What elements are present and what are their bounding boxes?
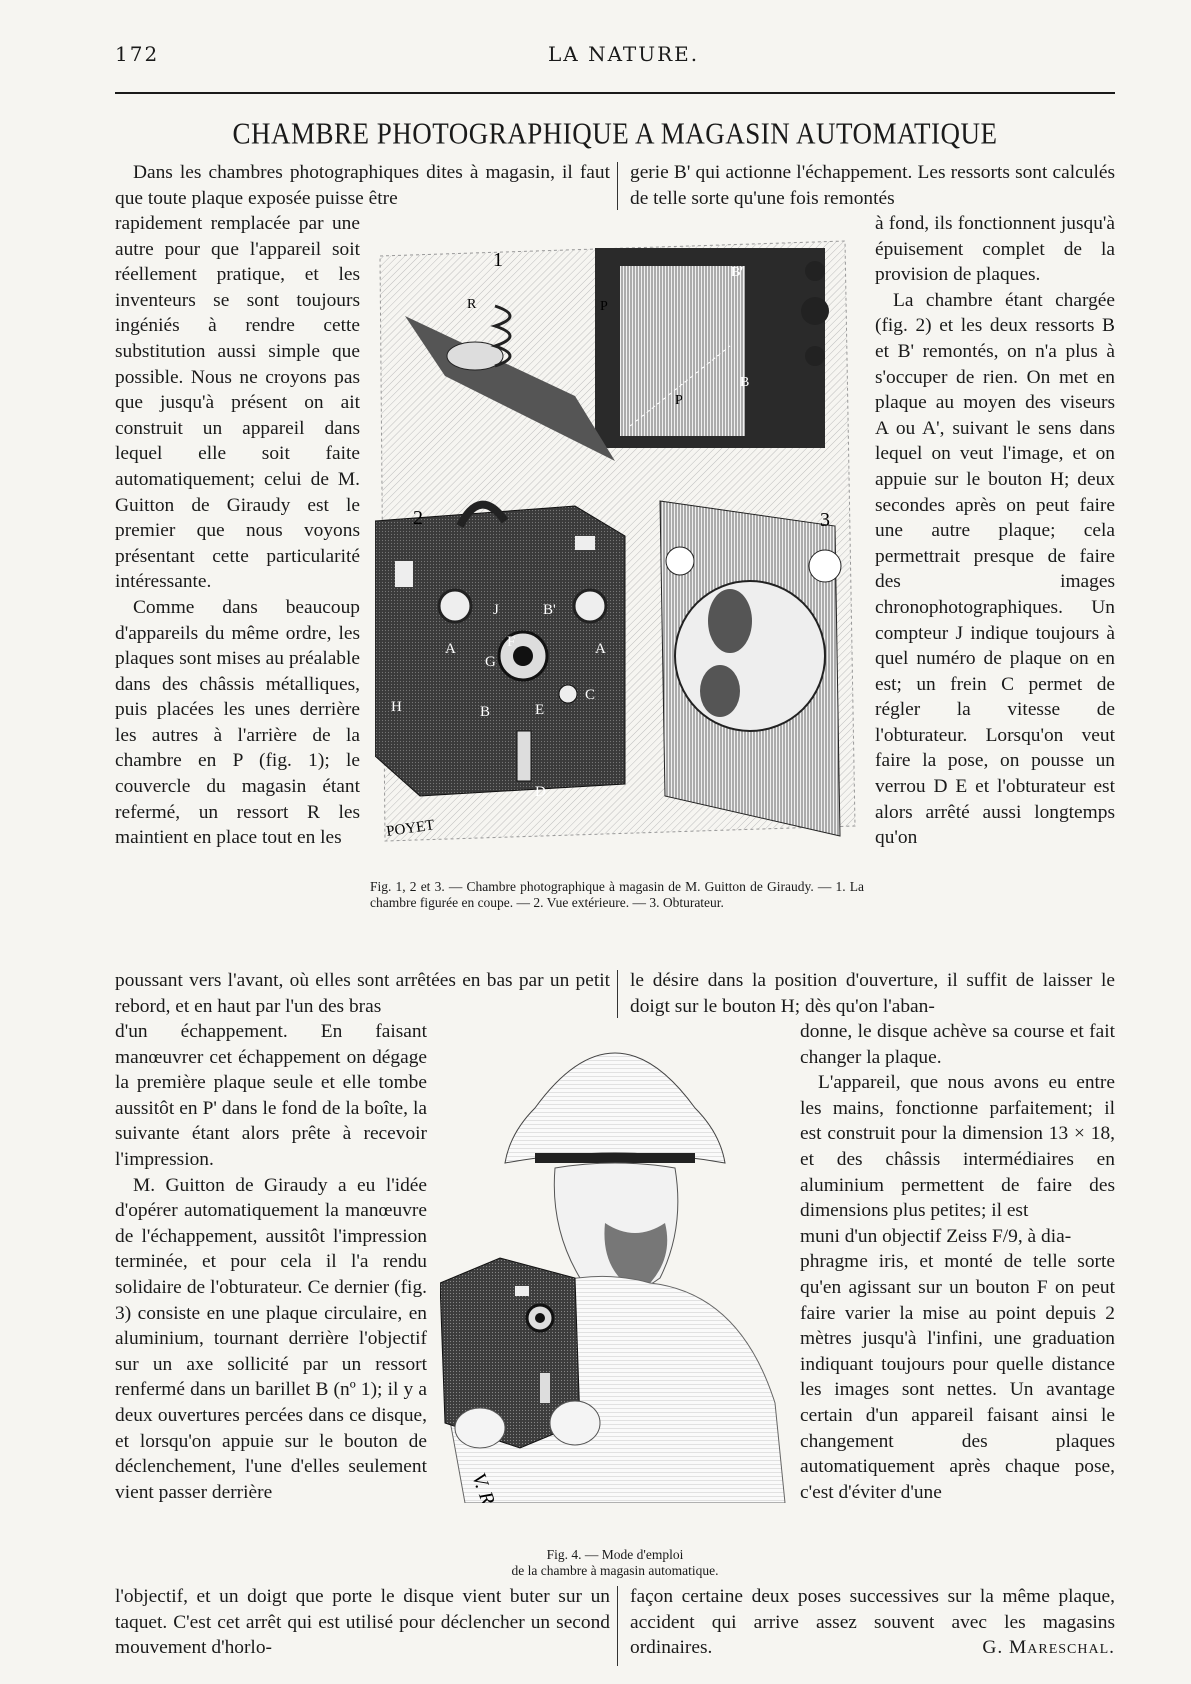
label-H: H (391, 699, 402, 715)
text-left-top: Dans les chambres photographiques dites à magasin, il faut que toute plaque exposée puisse être (115, 162, 610, 209)
text-left-mid: poussant vers l'avant, où elles sont arrêtées en bas par un petit rebord, et en haut par l'un des bras (115, 970, 610, 1017)
label-C: C (585, 687, 596, 703)
label-F: F (507, 634, 516, 650)
label-R: R (467, 297, 477, 312)
fig3-number: 3 (820, 509, 830, 531)
label-P-bottom: P (675, 393, 683, 408)
fig1-number: 1 (493, 249, 503, 271)
figure-3-shutter (660, 501, 841, 836)
label-A-left: A (445, 641, 456, 657)
fig2-number: 2 (413, 507, 423, 529)
figure-1-2-3-engraving (375, 236, 865, 854)
figure-4-caption (440, 1547, 790, 1579)
header-rule (115, 92, 1115, 94)
label-A-right: A (595, 641, 606, 657)
column-rule-top (617, 162, 618, 210)
label-G: G (485, 654, 496, 670)
figure-2-camera (375, 505, 625, 800)
page-number: 172 (115, 42, 160, 66)
text-right-lower: donne, le disque achève sa course et fait changer la plaque. L'appareil, que nous avons eu entre les mains, fonctionne parfaitement; il est construit pour la dimension 13 × 18, et des châssis intermédiaires en aluminium permettent de faire des dimensions plus petites; il est muni d'un objectif Zeiss F/9, à dia- phragme iris, et monté de telle sorte qu'en agissant sur un bouton F on peut faire varier la mise au point depuis 2 mètres jusqu'à l'infini, une graduation indiquant toujours pour quelle distance les images sont nettes. Un avantage certain d'un appareil faisant ainsi le changement des plaques automatiquement après chaque pose, c'est d'éviter d'une (800, 1021, 1115, 1503)
label-E: E (535, 702, 545, 718)
figure-4 (440, 1028, 790, 1503)
label-B-fig2: B (480, 704, 491, 720)
text-right-narrow: à fond, ils fonctionnent jusqu'à épuisement complet de la provision de plaques. La chambre étant chargée (fig. 2) et les deux ressorts B et B' remontés, on n'a plus à s'occuper de rien. On met en plaque au moyen des viseurs A ou A', suivant le sens dans lequel on veut l'image, et on appuie sur le bouton H; deux secondes après on peut faire une autre plaque; cela permettrait presque de faire des images chronophotographiques. Un compteur J indique toujours à quel numéro de plaque on en est; un frein C permet de régler la vitesse de l'obturateur. Lorsqu'on veut faire la pose, on pousse un verrou D E et l'obturateur est alors arrêté aussi longtemps qu'on (875, 213, 1115, 849)
fig4-caption-line1: Fig. 4. — Mode d'emploi (546, 1547, 684, 1562)
text-right-top: gerie B' qui actionne l'échappement. Les ressorts sont calculés de telle sorte qu'une fois remontés (630, 162, 1115, 209)
fig4-signature: V. Rose (467, 1470, 508, 1503)
figure-4-engraving (440, 1028, 790, 1503)
journal-name: LA NATURE. (548, 42, 700, 66)
text-left-narrow: rapidement remplacée par une autre pour que l'appareil soit réellement pratique, et les inventeurs se sont toujours ingéniés à rendre cette substitution aussi simple que possible. Nous ne croyons pas que jusqu'à présent on ait construit un appareil dans lequel elle soit faite automatiquement; celui de M. Guitton de Giraudy est le premier que nous voyons présentant cette particularité intéressante. Comme dans beaucoup d'appareils du même ordre, les plaques sont mises au préalable dans des châssis métalliques, puis placées les unes derrière les autres à l'arrière de la chambre en P (fig. 1); le couvercle du magasin étant refermé, un ressort R les maintient en place tout en les (115, 213, 360, 849)
column-rule-mid (617, 970, 618, 1018)
fig4-caption-line2: de la chambre à magasin automatique. (511, 1563, 719, 1578)
text-right-mid: le désire dans la position d'ouverture, il suffit de laisser le doigt sur le bouton H; dès qu'on l'aban- (630, 970, 1115, 1017)
author-signature: G. Mareschal. (982, 1637, 1115, 1659)
label-D: D (535, 784, 546, 800)
text-right-bottom: façon certaine deux poses successives sur la même plaque, accident qui arrive assez souvent avec les magasins ordinaires. G. Mareschal. (630, 1584, 1115, 1661)
article-title: CHAMBRE PHOTOGRAPHIQUE A MAGASIN AUTOMATIQUE (232, 115, 998, 151)
figure-1-2-3-caption: Fig. 1, 2 et 3. — Chambre photographique à magasin de M. Guitton de Giraudy. — 1. La chambre figurée en coupe. — 2. Vue extérieure. — 3. Obturateur. (370, 879, 864, 910)
engraver-signature: POYET (385, 817, 436, 840)
label-Bprime-fig1: B' (731, 265, 743, 280)
label-J: J (493, 602, 499, 618)
label-Bprime-fig2: B' (543, 602, 556, 618)
column-rule-bottom (617, 1586, 618, 1666)
figure-1-2-3 (375, 236, 865, 854)
text-left-bottom: l'objectif, et un doigt que porte le disque vient buter sur un taquet. C'est cet arrêt qui est utilisé pour déclencher un second mouvement d'horlo- (115, 1586, 610, 1659)
text-left-lower: d'un échappement. En faisant manœuvrer cet échappement on dégage la première plaque seule et elle tombe aussitôt en P' dans le fond de la boîte, la suivante étant alors prête à recevoir l'impression. M. Guitton de Giraudy a eu l'idée d'opérer automatiquement la manœuvre de l'échappement, aussitôt l'impression terminée, et pour cela il l'a rendu solidaire de l'obturateur. Ce dernier (fig. 3) consiste en une plaque circulaire, en aluminium, tournant derrière l'objectif sur un axe sollicité par un ressort renfermé dans un barillet B (nº 1); il y a deux ouvertures percées dans ce disque, et lorsqu'on appuie sur le bouton de déclenchement, l'une d'elles seulement vient passer derrière (115, 1021, 427, 1503)
label-B-fig1: B (740, 375, 750, 390)
label-P-top: P (600, 299, 608, 314)
